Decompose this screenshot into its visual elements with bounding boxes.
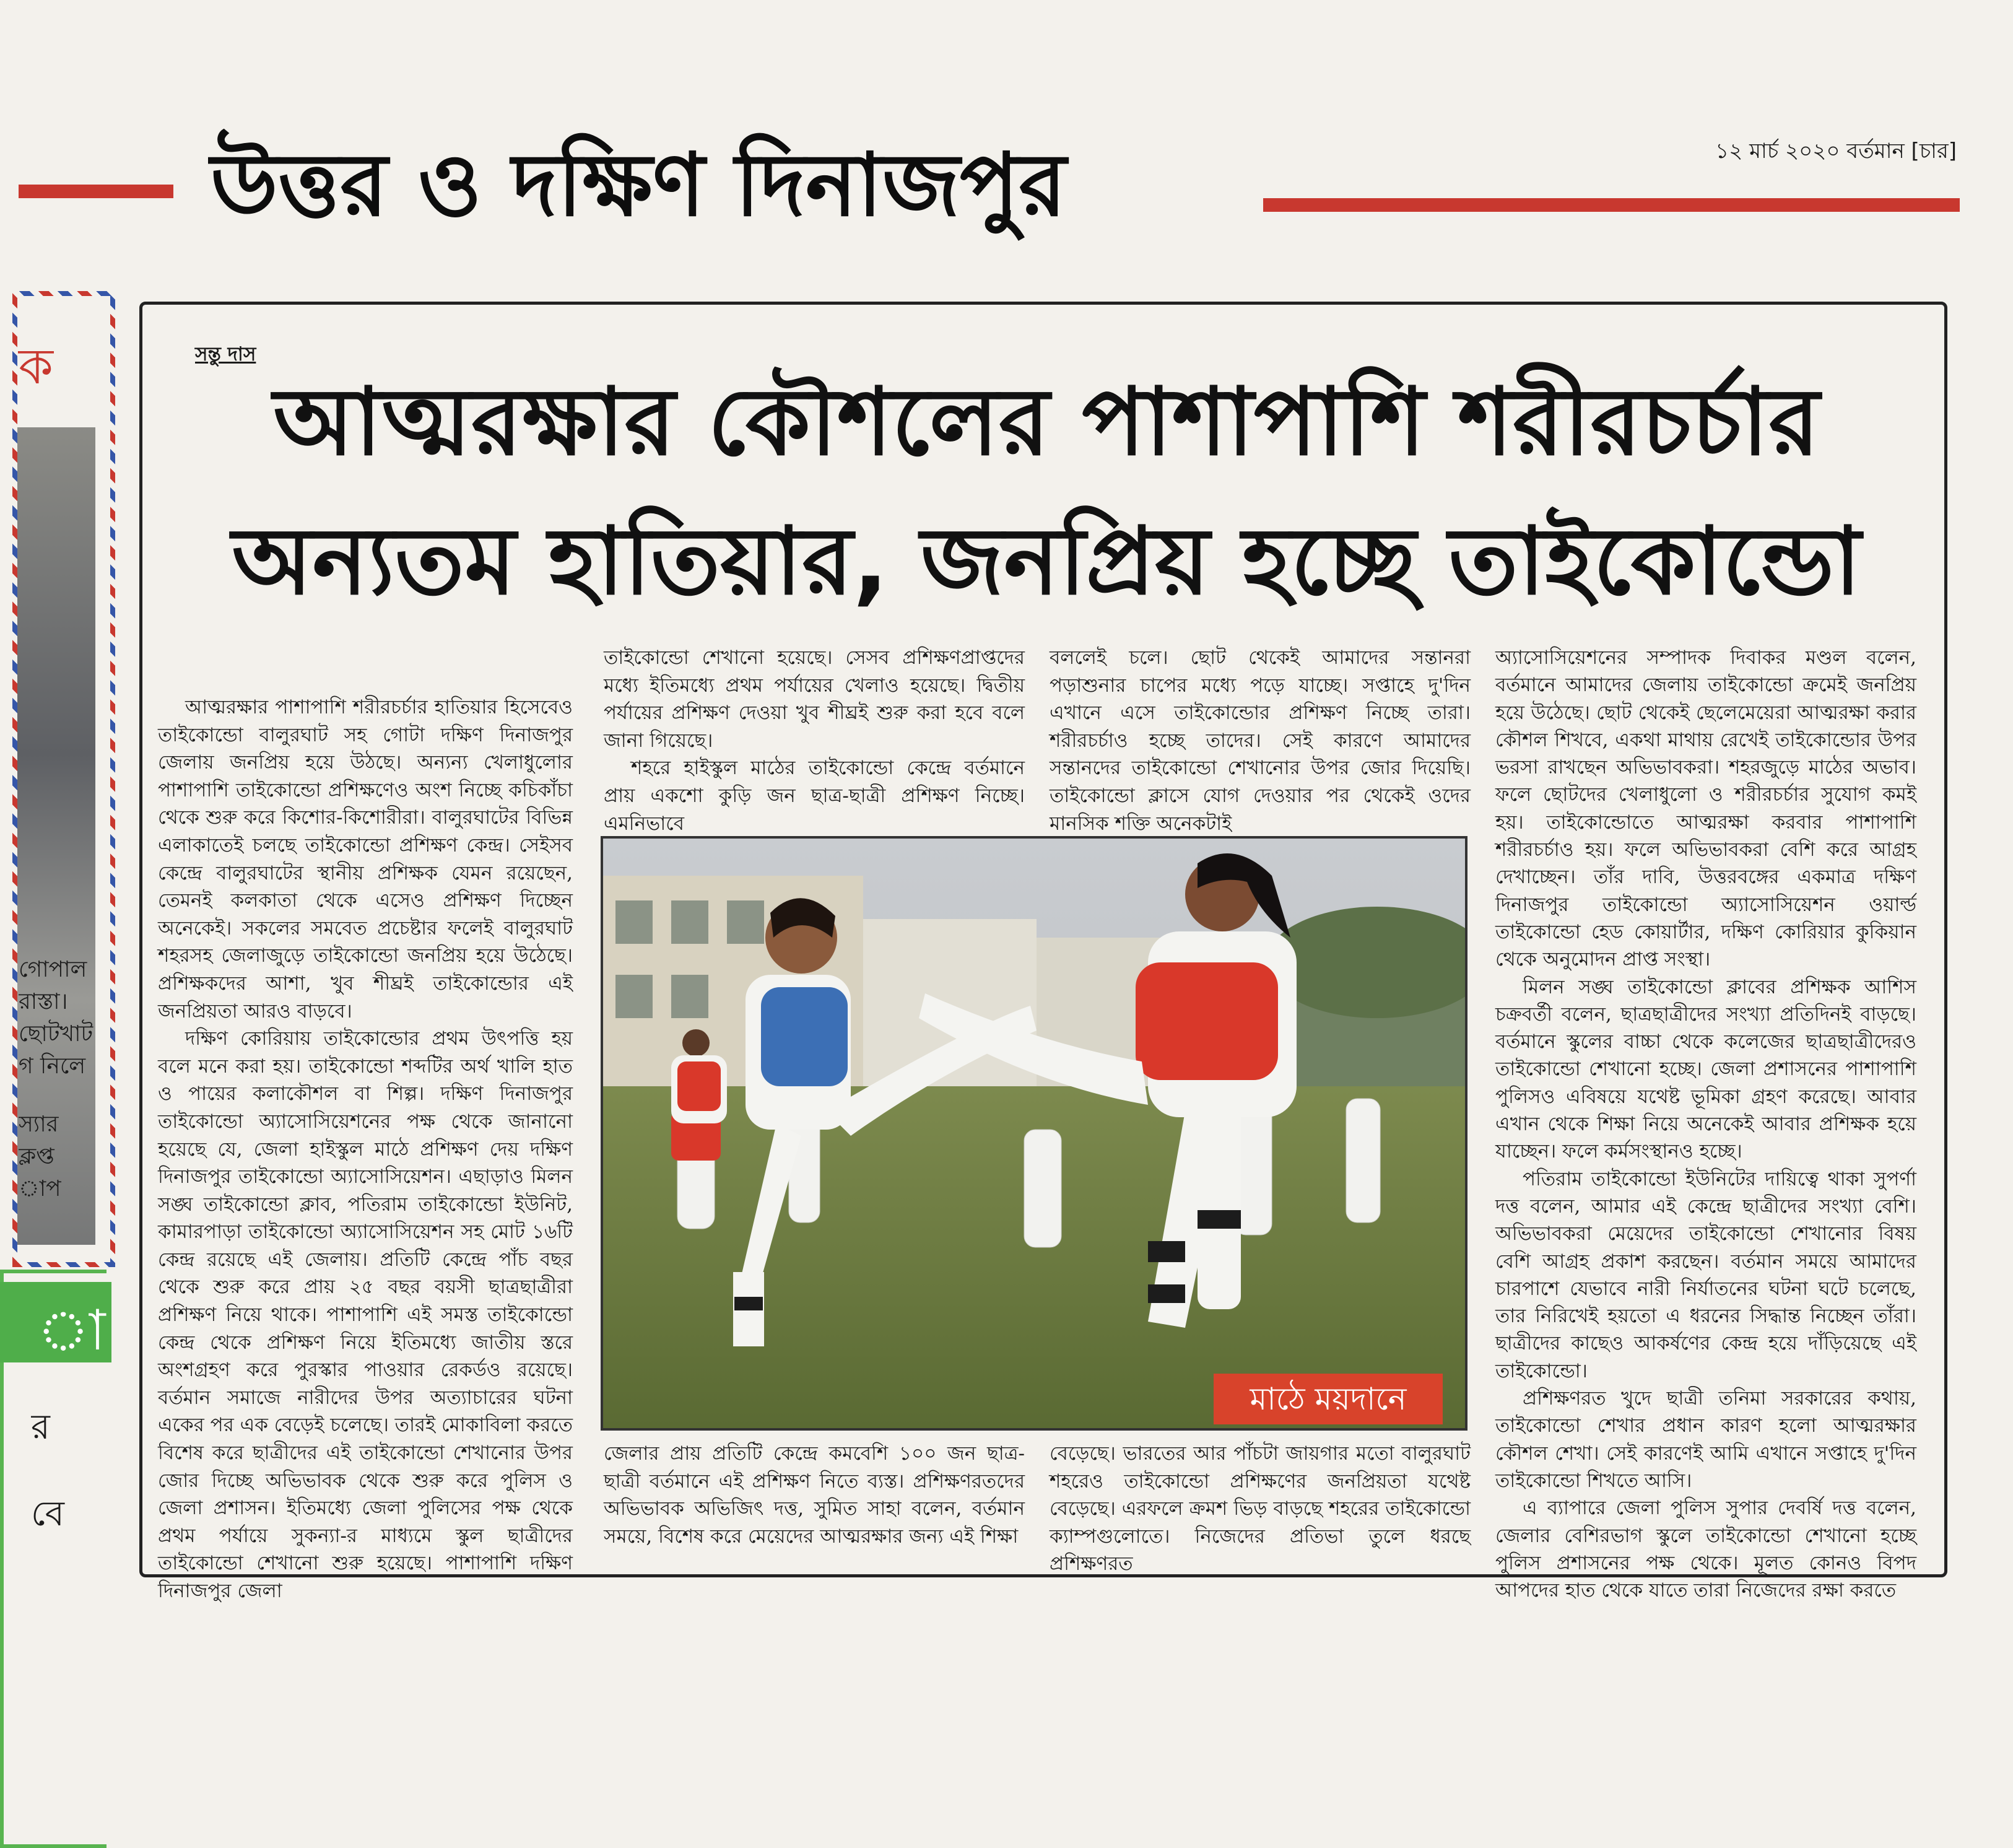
column-2-bottom xyxy=(604,1440,1025,1550)
dateline: ১২ মার্চ ২০২০ বর্তমান [চার] xyxy=(1715,139,1957,163)
left-bottom-line: র xyxy=(31,1407,50,1447)
section-title: উত্তর ও দক্ষিণ দিনাজপুর xyxy=(211,135,1067,236)
paragraph: পতিরাম তাইকোন্ডো ইউনিটের দায়িত্বে থাকা সুপর্ণা দত্ত বলেন, আমার এই কেন্দ্রে ছাত্রীদের সংখ্যা বেশি। অভিভাবকরা মেয়েদের তাইকোন্ডো শেখানোর বিষয় বেশি আগ্রহ প্রকাশ করছেন। বর্তমান সময়ে আমাদের চারপাশে যেভাবে নারী নির্যাতনের ঘটনা ঘটে চলেছে, তার নিরিখেই হয়তো এ ধরনের সিদ্ধান্ত নিচ্ছেন তাঁরা। ছাত্রীদের কাছেও আকর্ষণের কেন্দ্র হয়ে দাঁড়িয়েছে এই তাইকোন্ডো। xyxy=(1495,1167,1916,1382)
paragraph: অ্যাসোসিয়েশনের সম্পাদক দিবাকর মণ্ডল বলেন, বর্তমানে আমাদের জেলায় তাইকোন্ডো ক্রমেই জনপ্রিয় হয়ে উঠেছে। ছোট থেকেই ছেলেমেয়েরা আত্মরক্ষা করার কৌশল শিখবে, একথা মাথায় রেখেই তাইকোন্ডোর উপর ভরসা রাখছেন অভিভাবকরা। শহরজুড়ে মাঠের অভাব। ফলে ছোটদের খেলাধুলো ও শরীরচর্চার সুযোগ কমই হয়। তাইকোন্ডোতে আত্মরক্ষা করবার পাশাপাশি শরীরচর্চাও হয়। ফলে অভিভাবকরা বেশি করে আগ্রহ দেখাচ্ছেন। তাঁর দাবি, উত্তরবঙ্গের একমাত্র দক্ষিণ দিনাজপুর তাইকোন্ডো অ্যাসোসিয়েশন ওয়ার্ল্ড তাইকোন্ডো হেড কোয়ার্টার, দক্ষিণ কোরিয়ার কুকিয়ান থেকে অনুমোদন প্রাপ্ত সংস্থা। xyxy=(1495,647,1916,971)
column-1 xyxy=(158,694,573,1605)
paragraph: জেলার প্রায় প্রতিটি কেন্দ্রে কমবেশি ১০০ জন ছাত্র-ছাত্রী বর্তমানে এই প্রশিক্ষণ নিতে ব্যস্ত। প্রশিক্ষণরতদের অভিভাবক অভিজিৎ দত্ত, সুমিত সাহা বলেন, বর্তমান সময়ে, বিশেষ করে মেয়েদের আত্মরক্ষার জন্য এই শিক্ষা xyxy=(604,1442,1025,1548)
paragraph: বললেই চলে। ছোট থেকেই আমাদের সন্তানরা পড়াশুনার চাপের মধ্যে পড়ে যাচ্ছে। সপ্তাহে দু'দিন এখানে এসে তাইকোন্ডোর প্রশিক্ষণ নিচ্ছে তারা। শরীরচর্চাও হচ্ছে তাদের। সেই কারণে আমাদের সন্তানদের তাইকোন্ডো শেখানোর উপর জোর দিয়েছি। তাইকোন্ডো ক্লাসে যোগ দেওয়ার পর থেকেই ওদের মানসিক শক্তি অনেকটাই xyxy=(1050,647,1471,835)
headline-line-1: আত্মরক্ষার কৌশলের পাশাপাশি শরীরচর্চার xyxy=(273,368,1820,476)
paragraph: দক্ষিণ কোরিয়ায় তাইকোন্ডোর প্রথম উৎপত্তি হয় বলে মনে করা হয়। তাইকোন্ডো শব্দটির অর্থ খালি হাত ও পায়ের কলাকৌশল বা শিল্প। দক্ষিণ দিনাজপুর তাইকোন্ডো অ্যাসোসিয়েশনের পক্ষ থেকে জানানো হয়েছে যে, জেলা হাইস্কুল মাঠে প্রশিক্ষণ দেয় দক্ষিণ দিনাজপুর তাইকোন্ডো অ্যাসোসিয়েশন। এছাড়াও মিলন সঙ্ঘ তাইকোন্ডো ক্লাব, পতিরাম তাইকোন্ডো ইউনিট, কামারপাড়া তাইকোন্ডো অ্যাসোসিয়েশন সহ মোট ১৬টি কেন্দ্র রয়েছে এই জেলায়। প্রতিটি কেন্দ্রে পাঁচ বছর থেকে শুরু করে প্রায় ২৫ বছর বয়সী ছাত্রছাত্রীরা প্রশিক্ষণ নিয়ে থাকে। পাশাপাশি এই সমস্ত তাইকোন্ডো কেন্দ্র থেকে প্রশিক্ষণ নিয়ে ইতিমধ্যে জাতীয় স্তরে অংশগ্রহণ করে পুরস্কার পাওয়ার রেকর্ডও রয়েছে।বর্তমান সমাজে নারীদের উপর অত্যাচারের ঘটনা একের পর এক বেড়েই চলেছে। তারই মোকাবিলা করতে বিশেষ করে ছাত্রীদের এই তাইকোন্ডো শেখানোর উপর জোর দিচ্ছে অভিভাবক থেকে শুরু করে পুলিস ও জেলা প্রশাসন। ইতিমধ্যে জেলা পুলিসের পক্ষ থেকে প্রথম পর্যায়ে সুকন্যা-র মাধ্যমে স্কুল ছাত্রীদের তাইকোন্ডো শেখানো শুরু হয়েছে। পাশাপাশি দক্ষিণ দিনাজপুর জেলা xyxy=(158,1027,573,1602)
photo-caption: মাঠে ময়দানে xyxy=(1214,1374,1443,1424)
left-line: াপ xyxy=(19,1176,61,1201)
column-4 xyxy=(1495,644,1916,1604)
photo-illustration xyxy=(603,839,1465,1428)
header-rule-left xyxy=(19,185,173,198)
paragraph: প্রশিক্ষণরত খুদে ছাত্রী তনিমা সরকারের কথায়, তাইকোন্ডো শেখার প্রধান কারণ হলো আত্মরক্ষার কৌশল শেখা। সেই কারণেই আমি এখানে সপ্তাহে দু'দিন তাইকোন্ডো শিখতে আসি। xyxy=(1495,1387,1916,1492)
header-rule-right xyxy=(1263,198,1960,212)
left-line: গ নিলে xyxy=(19,1053,86,1079)
left-line: রাস্তা। xyxy=(19,989,68,1014)
paragraph: মিলন সঙ্ঘ তাইকোন্ডো ক্লাবের প্রশিক্ষক আশিস চক্রবর্তী বলেন, ছাত্রছাত্রীদের সংখ্যা প্রতিদিনই বাড়ছে। বর্তমানে স্কুলের বাচ্চা থেকে কলেজের ছাত্রছাত্রীদেরও তাইকোন্ডো শেখানো হচ্ছে। জেলা প্রশাসনের পাশাপাশি পুলিসও এবিষয়ে যথেষ্ট ভূমিকা গ্রহণ করেছে। আবার এখান থেকে শিক্ষা নিয়ে অনেকেই আবার প্রশিক্ষক হয়ে যাচ্ছেন। ফলে কর্মসংস্থানও হচ্ছে। xyxy=(1495,975,1916,1163)
byline: সন্তু দাস xyxy=(195,343,256,365)
paragraph: তাইকোন্ডো শেখানো হয়েছে। সেসব প্রশিক্ষণপ্রাপ্তদের মধ্যে ইতিমধ্যে প্রথম পর্যায়ের খেলাও হয়েছে। দ্বিতীয় পর্যায়ের প্রশিক্ষণ দেওয়া খুব শীঘ্রই শুরু করা হবে বলে জানা গিয়েছে। xyxy=(604,647,1025,752)
left-line: গোপাল xyxy=(19,957,87,982)
paragraph: এ ব্যাপারে জেলা পুলিস সুপার দেবর্ষি দত্ত বলেন, জেলার বেশিরভাগ স্কুলে তাইকোন্ডো শেখানো হচ্ছে পুলিস প্রশাসনের পক্ষ থেকে। মূলত কোনও বিপদ আপদের হাত থেকে যাতে তারা নিজেদের রক্ষা করতে xyxy=(1495,1497,1916,1602)
column-3-top xyxy=(1050,644,1471,837)
left-green-char: া xyxy=(37,1298,106,1363)
left-kicker: ক xyxy=(19,338,53,395)
left-bottom-line: বে xyxy=(31,1494,64,1534)
column-2-top xyxy=(604,644,1025,837)
paragraph: বেড়েছে। ভারতের আর পাঁচটা জায়গার মতো বালুরঘাট শহরেও তাইকোন্ডো প্রশিক্ষণের জনপ্রিয়তা যথেষ্ট বেড়েছে। এরফলে ক্রমশ ভিড় বাড়ছে শহরের তাইকোন্ডো ক্যাম্পগুলোতে। নিজেদের প্রতিভা তুলে ধরছে প্রশিক্ষণরত xyxy=(1050,1442,1471,1576)
headline-line-2: অন্যতম হাতিয়ার, জনপ্রিয় হচ্ছে তাইকোন্ডো xyxy=(232,508,1861,616)
taekwondo-photo xyxy=(601,836,1467,1431)
left-line: স্যার xyxy=(19,1112,59,1137)
left-neighbor-article xyxy=(0,291,118,1557)
column-3-bottom xyxy=(1050,1440,1471,1578)
left-line: ছোটখাট xyxy=(19,1021,93,1047)
paragraph: আত্মরক্ষার পাশাপাশি শরীরচর্চার হাতিয়ার হিসেবেও তাইকোন্ডো বালুরঘাট সহ গোটা দক্ষিণ দিনাজপুর জেলায় জনপ্রিয় হয়ে উঠছে। অন্যন্য খেলাধুলোর পাশাপাশি তাইকোন্ডো প্রশিক্ষণেও অংশ নিচ্ছে কচিকাঁচা থেকে শুরু করে কিশোর-কিশোরীরা। বালুরঘাটের বিভিন্ন এলাকাতেই চলছে তাইকোন্ডো প্রশিক্ষণ কেন্দ্র। সেইসব কেন্দ্রে বালুরঘাটের স্থানীয় প্রশিক্ষক যেমন রয়েছেন, তেমনই কলকাতা থেকে এসেও প্রশিক্ষণ দিচ্ছেন অনেকেই। সকলের সমবেত প্রচেষ্টার ফলেই বালুরঘাট শহরসহ জেলাজুড়ে তাইকোন্ডো জনপ্রিয় হয়ে উঠেছে। প্রশিক্ষকদের আশা, খুব শীঘ্রই তাইকোন্ডোর এই জনপ্রিয়তা আরও বাড়বে। xyxy=(158,696,573,1022)
left-line: ক্লপ্ত xyxy=(19,1144,54,1169)
paragraph: শহরে হাইস্কুল মাঠের তাইকোন্ডো কেন্দ্রে বর্তমানে প্রায় একশো কুড়ি জন ছাত্র-ছাত্রী প্রশিক্ষণ নিচ্ছে। এমনিভাবে xyxy=(604,757,1025,835)
